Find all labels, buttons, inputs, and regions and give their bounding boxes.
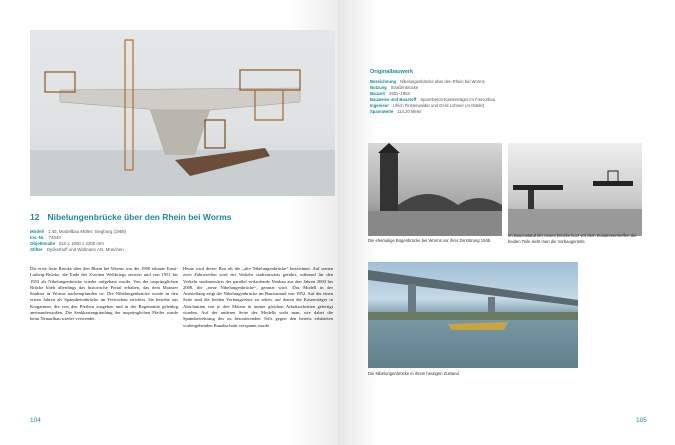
meta-value: 810 x 1000 x 4200 mm <box>59 241 104 246</box>
row-label: Bauzeit <box>370 91 385 96</box>
body-column-2: Heute wird dieser Bau als die „alte Nibelungenbrücke“ bezeichnet. Auf seinen zwei Fahrstreifen wird der Verkehr stadteinwärts geführt, während für den Verkehr stadtauswärts der parallel verlaufende Neubau aus den Jahren 2003 bis 2008, die „neue Nibelungenbrücke“, genutzt wird. Das Modell in der Ausstellung zeigt die Nibelungenbrücke im Bauzustand von 1952. Auf der einen Seite sind die beiden Vorbaugerüste zu sehen, auf denen die Kastenträger in Abschnitten von je drei Metern in immer gleichen Arbeitsschritten gefertigt wurden. Auf der anderen Seite des Modells sieht man, wie dabei die Spannbewehrung des zu betonierenden Teils gegen den bereits erhärteten vorhergehenden Bauabschnitt verspannt wurde. <box>183 266 333 328</box>
row-value: Spannbeton-Kastenträger im Freivorbau <box>420 97 496 102</box>
row-value: 114,20 Meter <box>397 109 422 114</box>
caption-bridge-today: Die Nibelungenbrücke in ihrem heutigen Zustand. <box>368 371 460 376</box>
meta-label: Stifter <box>30 247 43 252</box>
chapter-title: Nibelungenbrücke über den Rhein bei Worms <box>47 212 232 222</box>
row-label: Bauweise und Baustoff <box>370 97 417 102</box>
original-heading: Originalbauwerk <box>370 69 414 75</box>
chapter-heading <box>30 212 232 222</box>
meta-label: Objektmaße <box>30 241 56 246</box>
chapter-number: 12 <box>30 212 40 222</box>
caption-construction: Im Bauzustand der neuen Brücke kurz vor dem Zusammentreffen der beiden Teile sieht man die Vorbaugerüste. <box>508 233 637 244</box>
meta-label: Modell <box>30 229 44 234</box>
page-number: 105 <box>636 417 647 424</box>
meta-value: 1:40, Modellbau Möller, Siegburg (1958) <box>47 229 127 234</box>
right-page <box>338 0 675 445</box>
meta-value: 74040 <box>48 235 61 240</box>
caption-old-bridge: Die ehemalige Bogenbrücke bei Worms vor ihrer Zerstörung 1945. <box>368 238 492 243</box>
meta-value: Dyckerhoff und Widmann AG, München <box>46 247 124 252</box>
row-value: Straßenbrücke <box>390 85 419 90</box>
bridge-model-photo <box>30 30 335 196</box>
original-row <box>370 109 422 115</box>
row-value: 1951–1953 <box>388 91 410 96</box>
row-label: Spannweite <box>370 109 394 114</box>
bridge-today-photo <box>368 262 578 368</box>
body-column-1: Die erste feste Brücke über den Rhein bei Worms war die 1900 erbaute Ernst-Ludwig-Brücke, die Ende des Zweiten Weltkriegs zerstört und von 1951 bis 1953 als Nibelungenbrücke wieder aufgebaut wurde. Von der ursprünglichen Brücke blieb allerdings das historische Portal erhalten, das dem Mainzer Stadttor in Worms nachempfunden ist. Die Nibelungenbrücke wurde in den ersten Jahren als Spannbetonbrücke im Freivorbau errichtet. Sie bestehe aus Kragarmen, die von den Pfeilern ausgehen und in der Bogenmitte gelenkig aneinanderstoßen. Die Senkkastengründung der ursprünglichen Pfeiler wurde beim Neuaufbau wieder verwendet. <box>30 266 178 322</box>
row-label: Ingenieur <box>370 103 389 108</box>
page-number: 104 <box>30 417 41 424</box>
row-value: Ulrich Finsterwalder und Gerd Lohmer (Architekt) <box>392 103 485 108</box>
metadata-row <box>30 247 124 253</box>
row-label: Bezeichnung <box>370 79 397 84</box>
row-label: Nutzung <box>370 85 387 90</box>
row-value: Nibelungenbrücke über den Rhein bei Worms <box>400 79 485 84</box>
meta-label: Inv.-Nr. <box>30 235 45 240</box>
old-bridge-photo <box>368 143 502 236</box>
construction-photo <box>508 143 642 236</box>
